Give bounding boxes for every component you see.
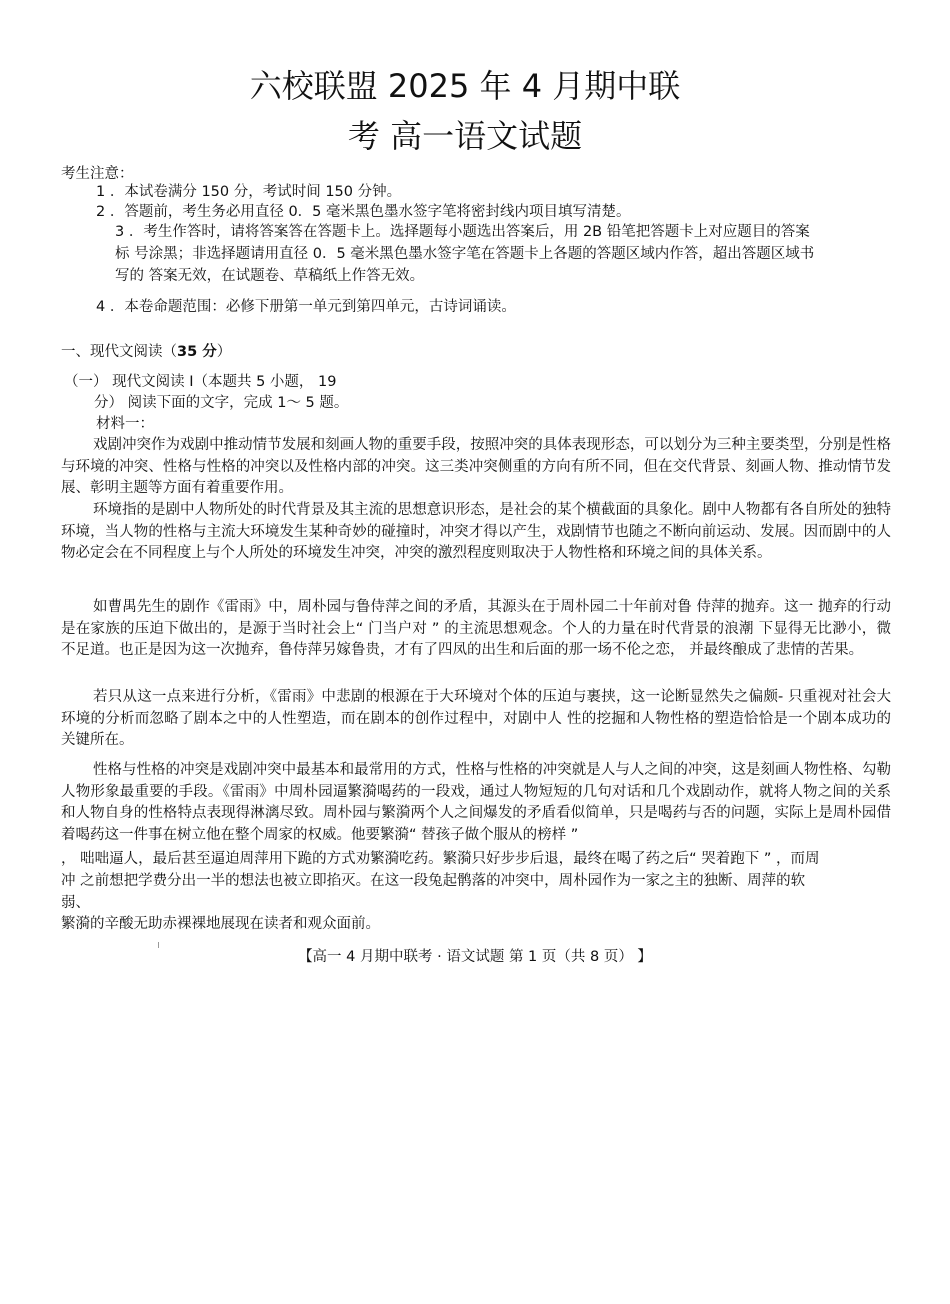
material-label: 材料一：	[96, 416, 154, 432]
notice-item-2: 2 ．答题前，考生务必用直径 0．5 毫米黑色墨水签字笔将密封线内项目填写清楚。	[96, 204, 631, 220]
exam-title-line2: 考 高一语文试题	[347, 117, 583, 155]
section-heading	[61, 342, 231, 363]
notice-item-1: 1 ．本试卷满分 150 分，考试时间 150 分钟。	[96, 184, 402, 200]
paragraph-1: 戏剧冲突作为戏剧中推动情节发展和刻画人物的重要手段，按照冲突的具体表现形态，可以划分为三种主要类型，分别是性格与环境的冲突、性格与性格的冲突以及性格内部的冲突。这三类冲突侧重的方向有所不同，但在交代背景、刻画人物、推动情节发展、彰明主题等方面有着重要作用。	[61, 437, 891, 496]
section-heading-suffix: ）	[216, 344, 232, 360]
paragraph-5-line7: 弱、	[61, 895, 90, 911]
notice-item-4: 4 ．本卷命题范围：必修下册第一单元到第四单元，古诗词诵读。	[96, 299, 516, 315]
notice-heading: 考生注意：	[61, 166, 134, 182]
paragraph-5-line5: ， 咄咄逼人，最后甚至逼迫周萍用下跪的方式劝繁漪吃药。繁漪只好步步后退，最终在喝了药之后“ 哭着跑下 ” ，而周	[61, 851, 820, 867]
paragraph-5: 性格与性格的冲突是戏剧冲突中最基本和最常用的方式，性格与性格的冲突就是人与人之间的冲突，这是刻画人物性格、勾勒人物形象最重要的手段。《雷雨》中周朴园逼繁漪喝药的一段戏，通过人物短短的几句对话和几个戏剧动作，就将人物之间的关系和人物自身的性格特点表现得淋漓尽致。周朴园与繁漪两个人之间爆发的矛盾看似简单，只是喝药与否的问题，实际上是周朴园借着喝药这一件事在树立他在整个周家的权威。他要繁漪“ 替孩子做个服从的榜样 ”	[61, 762, 891, 843]
paragraph-4: 若只从这一点来进行分析，《雷雨》中悲剧的根源在于大环境对个体的压迫与裹挟，这一论断显然失之偏颇- 只重视对社会大环境的分析而忽略了剧本之中的人性塑造，而在剧本的创作过程中，对剧中人 性的挖掘和人物性格的塑造恰恰是一个剧本成功的关键所在。	[61, 689, 891, 748]
notice-item-3: 3 ．考生作答时，请将答案答在答题卡上。选择题每小题选出答案后，用 2B 铅笔把答题卡上对应题目的答案	[115, 224, 810, 240]
subsection-line2: 分） 阅读下面的文字，完成 1～ 5 题。	[94, 395, 349, 411]
page-footer: 【高一 4 月期中联考 · 语文试题 第 1 页（共 8 页） 】	[298, 949, 652, 965]
paragraph-3: 如曹禺先生的剧作《雷雨》中，周朴园与鲁侍萍之间的矛盾，其源头在于周朴园二十年前对鲁 侍萍的抛弃。这一 抛弃的行动是在家族的压迫下做出的，是源于当时社会上“ 门当户对 ” 的主流思想观念。个人的力量在时代背景的浪潮 下显得无比渺小，微不足道。也正是因为这一次抛弃，鲁侍萍另嫁鲁贵，才有了四凤的出生和后面的那一场不伦之恋， 并最终酿成了悲情的苦果。	[61, 599, 891, 658]
paragraph-5-line8: 繁漪的辛酸无助赤裸裸地展现在读者和观众面前。	[61, 916, 380, 932]
paragraph-5-line6: 冲 之前想把学费分出一半的想法也被立即掐灭。在这一段兔起鹘落的冲突中，周朴园作为一家之主的独断、周萍的软	[61, 873, 806, 889]
exam-title-line1: 六校联盟 2025 年 4 月期中联	[249, 67, 681, 105]
notice-item-3-cont1: 标 号涂黑；非选择题请用直径 0．5 毫米黑色墨水签字笔在答题卡上各题的答题区域内作答，超出答题区域书	[115, 246, 815, 262]
section-heading-prefix: 一、现代文阅读（	[61, 344, 177, 360]
notice-item-3-cont2: 写的 答案无效，在试题卷、草稿纸上作答无效。	[115, 268, 425, 284]
subsection-line1: （一） 现代文阅读 I（本题共 5 小题， 19	[64, 374, 337, 390]
paragraph-2: 环境指的是剧中人物所处的时代背景及其主流的思想意识形态，是社会的某个横截面的具象化。剧中人物都有各自所处的独特环境，当人物的性格与主流大环境发生某种奇妙的碰撞时，冲突才得以产生，戏剧情节也随之不断向前运动、发展。因而剧中的人物必定会在不同程度上与个人所处的环境发生冲突，冲突的激烈程度则取决于人物性格和环境之间的具体关系。	[61, 502, 891, 561]
section-heading-score: 35 分	[177, 344, 217, 360]
